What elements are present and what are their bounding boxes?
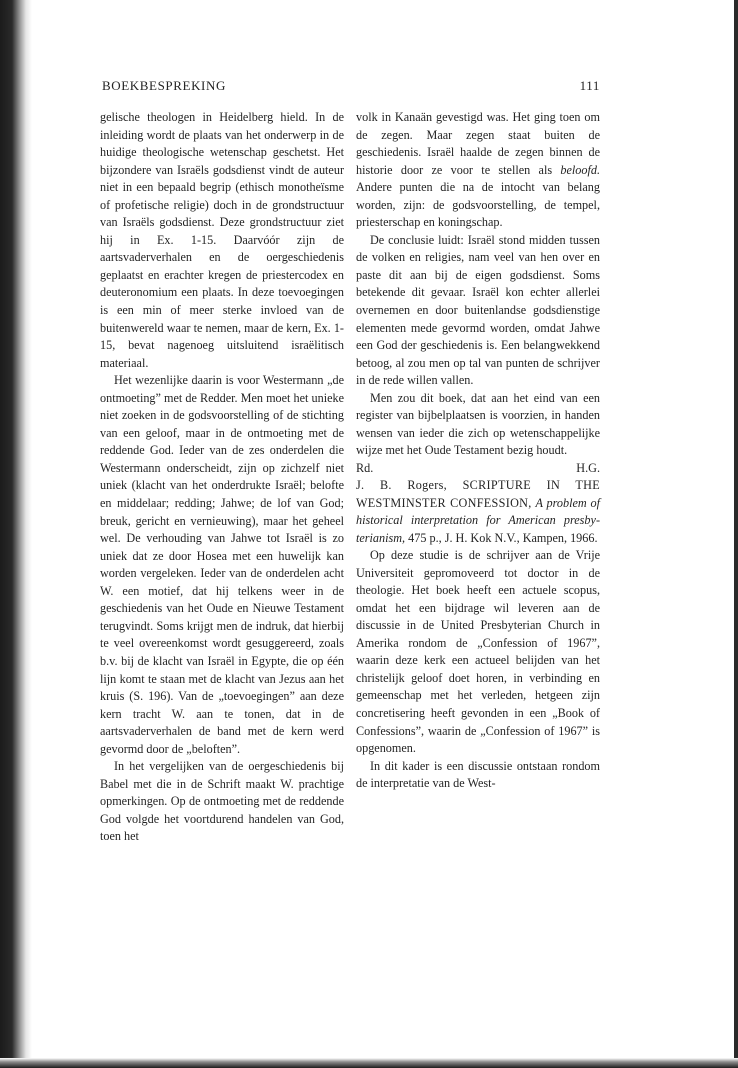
reviewer-signature-line xyxy=(356,460,600,478)
review-author-title: J. B. Rogers, SCRIPTURE IN THE WESTMINSTER CONFESSION, xyxy=(356,478,600,510)
right-paragraph-5: In dit kader is een discussie ontstaan rondom de interpretatie van de West- xyxy=(356,758,600,791)
right-paragraph-3: Men zou dit boek, dat aan het eind van een register van bijbelplaatsen is voorzien, in handen wensen van ieder die zich op wetenschappelijke wijze met het Oude Testament bezig houdt. xyxy=(356,390,600,458)
running-head xyxy=(100,78,604,96)
right-paragraph-1 xyxy=(356,109,600,232)
scan-border-left xyxy=(0,0,32,1068)
signature-right: H.G. xyxy=(576,460,600,475)
right-paragraph-1-rest: Andere punten die na de intocht van belang worden, zijn: de godsvoorstelling, de tempel, priesterschap en koningschap. xyxy=(356,180,600,230)
scan-border-right xyxy=(734,0,738,1068)
book-page xyxy=(100,72,604,992)
right-paragraph-1-text: volk in Kanaän gevestigd was. Het ging toen om de zegen. Maar zegen staat buiten de geschiedenis. Israël haalde de zegen binnen de historie door ze voor te stellen als xyxy=(356,110,600,177)
right-paragraph-2: De conclusie luidt: Israël stond midden tussen de volken en religies, nam veel van hen over en paste dit aan bij de eigen godsdienst. Soms betekende dit gevaar. Israël kon echter allerlei overnemen en door buitenlandse godsdienstige elementen mede gevormd worden, omdat Jahwe een God der geschiedenis is. Een belangwekkend betoog, al zou men op tal van punten de schrijver in de rede willen vallen. xyxy=(356,232,600,388)
review-subtitle: A problem of historical interpretation for American presbyterianism, xyxy=(356,495,601,545)
left-paragraph-2: Het wezenlijke daarin is voor Westermann „de ontmoeting” met de Redder. Men moet het unieke niet zoeken in de godsvoorstelling of de stichting van een geloof, maar in de ontmoeting met de reddende God. Ieder van de zes onderdelen die Westermann onderscheidt, zijn op zichzelf niet uniek (klacht van het onderdrukte Israël; belofte en middelaar; redding; Jahwe; de lof van God; breuk, gericht en vernieuwing), maar het geheel wel. De verhouding van Jahwe tot Israël is zo uniek dat ze door Hosea met een huwelijk kan worden vergeleken. Ieder van de onderdelen acht W. een motief, dat hij telkens weer in de geschiedenis van het Oude en Nieuwe Testament terugvindt. Soms krijgt men de indruk, dat hierbij te veel overeenkomst wordt gesuggereerd, zoals b.v. bij de klacht van Israël in Egypte, die op één lijn komt te staan met de klacht van Jezus aan het kruis (S. 196). Van de „toevoegingen” aan deze kern tracht W. aan te tonen, dat in de aartsvaderverhalen de band met de kern werd gevormd door de „beloften”. xyxy=(100,373,344,756)
scan-border-bottom xyxy=(0,1058,738,1068)
right-column xyxy=(356,109,600,793)
left-column xyxy=(100,109,344,846)
emphasis-beloofd: beloofd. xyxy=(560,162,600,177)
review-publisher: 475 p., J. H. Kok N.V., Kampen, 1966. xyxy=(405,530,598,545)
left-paragraph-1: gelische theologen in Heidelberg hield. In de inleiding wordt de plaats van het onderwerp in de huidige theologische wetenschap geschetst. Het bijzondere van Israëls godsdienst vindt de auteur niet in een bepaald begrip (ethisch monotheïsme of profetische religie) doch in de grondstructuur van Israëls godsdienst. Deze grondstructuur ziet hij in Ex. 1-15. Daarvóór zijn de aartsvaderverhalen en de oergeschiedenis geplaatst en erachter kregen de priestercodex en deuteronomium een plaats. In deze toevoegingen is een min of meer sterke invloed van de buitenwereld waar te nemen, maar de kern, Ex. 1-15, bevat nagenoeg uitsluitend israëlitisch materiaal. xyxy=(100,110,344,370)
review-heading xyxy=(356,477,600,547)
page-number: 111 xyxy=(579,78,600,93)
right-paragraph-4: Op deze studie is de schrijver aan de Vrije Universiteit gepromoveerd tot doctor in de theologie. Het boek heeft een actuele scopus, omdat het een bijdrage wil leveren aan de discussie in de United Presbyterian Church in Amerika rondom de „Confession of 1967”, waarin deze kerk een actueel belijden van het christelijk geloof doet horen, in verbinding en gemeenschap met het verleden, hetgeen zijn concretisering heeft gevonden in een „Book of Confessions”, waarin de „Confession of 1967” is opgenomen. xyxy=(356,548,600,756)
left-paragraph-3: In het vergelijken van de oergeschiedenis bij Babel met die in de Schrift maakt W. prachtige opmerkingen. Op de ontmoeting met de reddende God volgde het voortdurend handelen van God, toen het xyxy=(100,759,344,844)
running-title: BOEKBESPREKING xyxy=(102,78,226,93)
signature-left: Rd. xyxy=(356,460,374,475)
